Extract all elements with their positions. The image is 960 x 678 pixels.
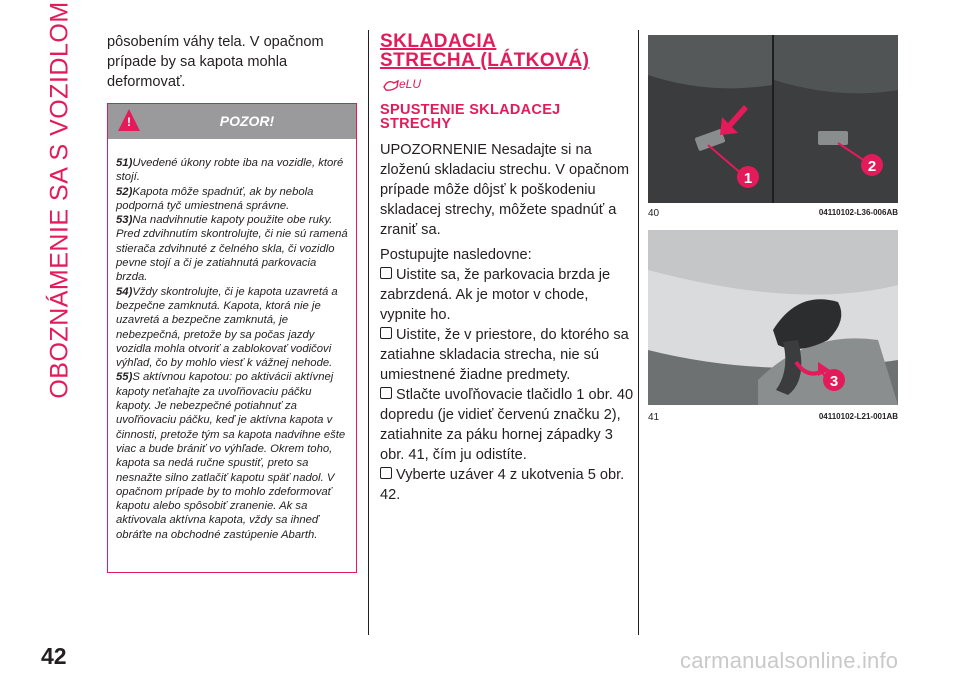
checkbox-bullet-icon <box>380 387 392 399</box>
side-chapter-title: OBOZNÁMENIE SA S VOZIDLOM <box>45 1 74 399</box>
steps-intro: Postupujte nasledovne: <box>380 247 532 263</box>
warning-item: 54)Vždy skontrolujte, či je kapota uzavretá a bezpečne zamknutá. Kapota, ktorá nie je uzavretá a bezpečne zamknutá, je nebezpečná, pretože by sa počas jazdy vozidla mohla otvoriť a zablokovať vodičovi výhľad, čo by mohlo viesť k vážnej nehode. <box>116 285 338 370</box>
svg-text:3: 3 <box>829 373 839 390</box>
svg-text:2: 2 <box>867 158 877 175</box>
figure-40-image <box>648 35 898 203</box>
warning-box <box>107 103 357 573</box>
step-item: Vyberte uzáver 4 z ukotvenia 5 obr. 42. <box>380 467 625 503</box>
section-title: SKLADACIA STRECHA (LÁTKOVÁ) <box>380 31 590 71</box>
warning-item: 51)Uvedené úkony robte iba na vozidle, ktoré stojí. <box>116 157 344 184</box>
column-divider <box>638 30 639 635</box>
warning-triangle-icon: ! <box>118 109 140 131</box>
step-item: Uistite sa, že parkovacia brzda je zabrzdená. Ak je motor v chode, vypnite ho. <box>380 267 611 323</box>
column-left <box>107 32 357 92</box>
warning-header <box>108 104 356 139</box>
subsection-title: SPUSTENIE SKLADACEJ STRECHY <box>380 102 561 132</box>
notice-paragraph: UPOZORNENIE Nesadajte si na zloženú skladaciu strechu. V opačnom prípade môže dôjsť k poškodeniu skladacej strechy, môžete spadnúť a zraniť sa. <box>380 142 630 238</box>
page-number: 42 <box>41 643 67 669</box>
step-item: Stlačte uvoľňovacie tlačidlo 1 obr. 40 dopredu (je vidieť červenú značku 2), zatiahnite za páku hornej západky 3 obr. 41, čím ju odistíte. <box>380 387 634 463</box>
figure-41-image <box>648 230 898 405</box>
warning-item: 53)Na nadvihnutie kapoty použite obe ruky. Pred zdvihnutím skontrolujte, či nie sú ramená stierača zdvihnuté z čelného skla, či vozidlo pevne stojí a či je zatiahnutá parkovacia brzda. <box>116 214 348 284</box>
watermark-text: carmanualsonline.info <box>680 648 899 673</box>
hand-pointer-icon <box>382 75 638 95</box>
column-divider <box>368 30 369 635</box>
column-middle <box>380 32 638 505</box>
warning-title: POZOR! <box>219 113 275 129</box>
checkbox-bullet-icon <box>380 327 392 339</box>
checkbox-bullet-icon <box>380 267 392 279</box>
step-item: Uistite, že v priestore, do ktorého sa zatiahne skladacia strecha, nie sú umiestnené žiadne predmety. <box>380 327 629 383</box>
svg-text:1: 1 <box>743 170 753 187</box>
warning-item: 52)Kapota môže spadnúť, ak by nebola podporná tyč umiestnená správne. <box>116 185 314 212</box>
intro-text: pôsobením váhy tela. V opačnom prípade by sa kapota mohla deformovať. <box>107 34 324 90</box>
checkbox-bullet-icon <box>380 467 392 479</box>
warning-item: 55)S aktívnou kapotou: po aktivácii aktívnej kapoty neťahajte za uvoľňovaciu páčku kapoty. Je nebezpečné potiahnuť za uvoľňovaciu páčku, keď je aktívna kapota v činnosti, pretože tým sa kapota nadvihne ešte viac a bude brániť vo výhľade. Okrem toho, kapota sa nedá ručne spustiť, preto sa nesnažte silno zatlačiť kapotu späť nadol. V opačnom prípade by to mohlo zdeformovať kapotu alebo spôsobiť zranenie. Ak sa aktivovala aktívna kapota, vždy sa ihneď obráťte na obchodné zastúpenie Abarth. <box>116 371 346 541</box>
warning-body <box>108 139 356 542</box>
svg-text:eLU: eLU <box>399 77 422 91</box>
